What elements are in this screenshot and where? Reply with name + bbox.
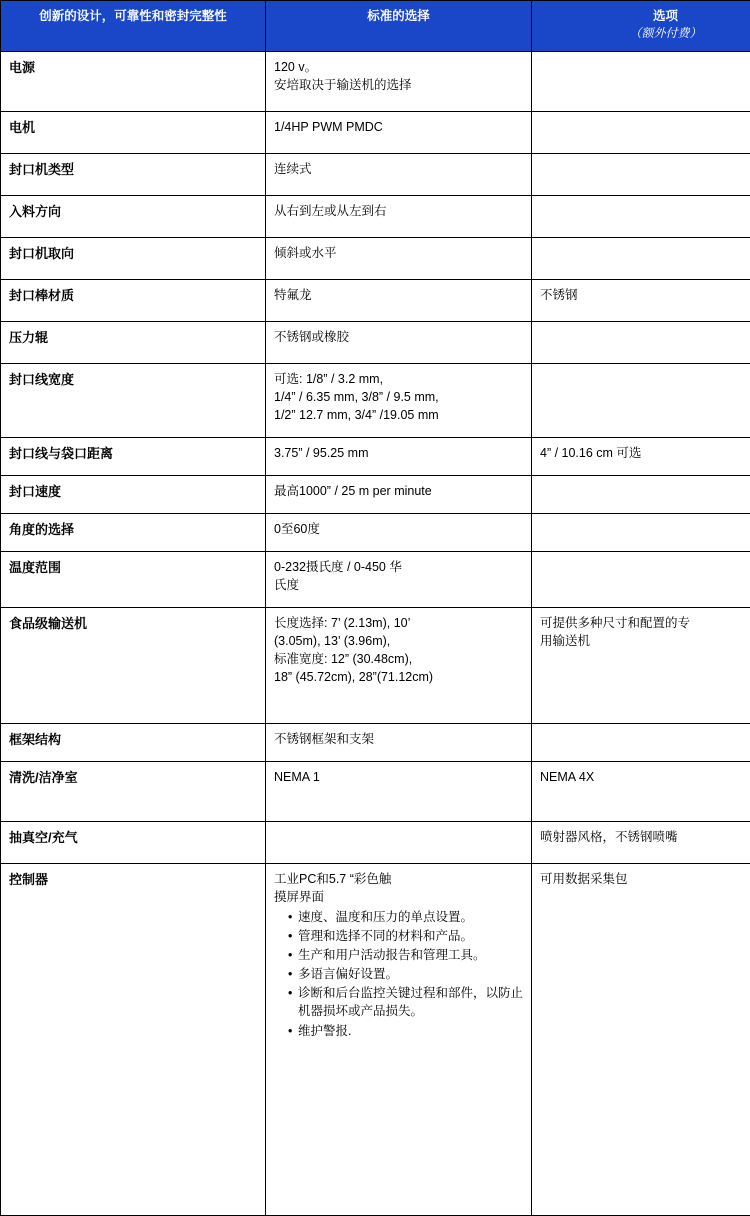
row-feature: 封口棒材质 <box>1 279 266 321</box>
standard-line: 120 v。 <box>274 58 523 76</box>
table-row <box>1 551 750 607</box>
standard-line: 最高1000” / 25 m per minute <box>274 482 523 500</box>
table-row <box>1 111 750 153</box>
standard-line: 标准宽度: 12” (30.48cm), <box>274 650 523 668</box>
standard-line: 连续式 <box>274 160 523 178</box>
list-item: • 多语言偏好设置。 <box>288 965 523 983</box>
option-line: 喷射器风格，不锈钢喷嘴 <box>540 828 750 846</box>
row-standard <box>266 51 532 111</box>
row-standard <box>266 363 532 437</box>
row-standard <box>266 551 532 607</box>
row-feature: 封口速度 <box>1 475 266 513</box>
table-row <box>1 237 750 279</box>
table-header-row <box>1 1 750 52</box>
standard-line: 可选: 1/8” / 3.2 mm, <box>274 370 523 388</box>
controller-feature-list <box>274 908 523 1040</box>
standard-line: 1/4HP PWM PMDC <box>274 118 523 136</box>
standard-line: 3.75” / 95.25 mm <box>274 444 523 462</box>
standard-line: 0-232摄氏度 / 0-450 华 <box>274 558 523 576</box>
row-standard <box>266 153 532 195</box>
table-row <box>1 821 750 863</box>
row-feature: 食品级输送机 <box>1 607 266 723</box>
row-feature: 框架结构 <box>1 723 266 761</box>
row-standard <box>266 607 532 723</box>
row-option <box>532 723 750 761</box>
header-option-sub: （额外付费） <box>540 25 750 42</box>
row-feature: 清洗/洁净室 <box>1 761 266 821</box>
table-row <box>1 321 750 363</box>
standard-line: 长度选择: 7’ (2.13m), 10’ <box>274 614 523 632</box>
list-item: • 诊断和后台监控关键过程和部件，以防止机器损坏或产品损失。 <box>288 984 523 1020</box>
row-standard <box>266 321 532 363</box>
row-option <box>532 551 750 607</box>
table-row <box>1 51 750 111</box>
list-item: • 管理和选择不同的材料和产品。 <box>288 927 523 945</box>
row-feature: 电机 <box>1 111 266 153</box>
option-line: 可提供多种尺寸和配置的专 <box>540 614 750 632</box>
row-feature: 封口线与袋口距离 <box>1 437 266 475</box>
row-feature: 入料方向 <box>1 195 266 237</box>
option-line: 不锈钢 <box>540 286 750 304</box>
table-row <box>1 363 750 437</box>
header-option <box>532 1 750 52</box>
table-row <box>1 153 750 195</box>
header-option-main: 选项 <box>540 7 750 25</box>
option-line: 用输送机 <box>540 632 750 650</box>
row-feature: 压力辊 <box>1 321 266 363</box>
list-item: • 速度、温度和压力的单点设置。 <box>288 908 523 926</box>
row-option <box>532 475 750 513</box>
row-feature: 封口机类型 <box>1 153 266 195</box>
list-item: • 生产和用户活动报告和管理工具。 <box>288 946 523 964</box>
standard-line: 0至60度 <box>274 520 523 538</box>
row-option <box>532 437 750 475</box>
row-standard <box>266 761 532 821</box>
standard-line: 摸屏界面 <box>274 888 523 906</box>
row-standard <box>266 475 532 513</box>
row-option <box>532 607 750 723</box>
table-row <box>1 723 750 761</box>
table-header <box>1 1 750 52</box>
row-option <box>532 279 750 321</box>
row-option <box>532 321 750 363</box>
table-row <box>1 761 750 821</box>
table-row <box>1 279 750 321</box>
row-option <box>532 821 750 863</box>
standard-line: 不锈钢或橡胶 <box>274 328 523 346</box>
table-row <box>1 863 750 1215</box>
option-line: NEMA 4X <box>540 768 750 786</box>
row-feature: 抽真空/充气 <box>1 821 266 863</box>
row-feature: 封口机取向 <box>1 237 266 279</box>
row-standard <box>266 863 532 1215</box>
row-standard <box>266 111 532 153</box>
standard-line: 不锈钢框架和支架 <box>274 730 523 748</box>
standard-line: 倾斜或水平 <box>274 244 523 262</box>
list-item: • 维护警报. <box>288 1022 523 1040</box>
row-feature: 温度范围 <box>1 551 266 607</box>
standard-line: 安培取决于输送机的选择 <box>274 76 523 94</box>
row-standard <box>266 513 532 551</box>
row-standard <box>266 723 532 761</box>
standard-line: 从右到左或从左到右 <box>274 202 523 220</box>
table-row <box>1 437 750 475</box>
header-standard: 标准的选择 <box>266 1 532 52</box>
standard-line: 特氟龙 <box>274 286 523 304</box>
row-standard <box>266 279 532 321</box>
row-option <box>532 863 750 1215</box>
option-line: 可用数据采集包 <box>540 870 750 888</box>
table-row <box>1 513 750 551</box>
header-feature: 创新的设计，可靠性和密封完整性 <box>1 1 266 52</box>
row-option <box>532 51 750 111</box>
standard-line: NEMA 1 <box>274 768 523 786</box>
row-standard <box>266 237 532 279</box>
row-standard <box>266 821 532 863</box>
row-option <box>532 237 750 279</box>
row-feature: 封口线宽度 <box>1 363 266 437</box>
row-option <box>532 111 750 153</box>
row-feature: 控制器 <box>1 863 266 1215</box>
option-line: 4” / 10.16 cm 可选 <box>540 444 750 462</box>
row-option <box>532 761 750 821</box>
standard-line: 1/2” 12.7 mm, 3/4” /19.05 mm <box>274 406 523 424</box>
row-standard <box>266 437 532 475</box>
standard-line: (3.05m), 13’ (3.96m), <box>274 632 523 650</box>
row-option <box>532 195 750 237</box>
row-option <box>532 363 750 437</box>
row-feature: 角度的选择 <box>1 513 266 551</box>
standard-line: 1/4” / 6.35 mm, 3/8” / 9.5 mm, <box>274 388 523 406</box>
table-row <box>1 475 750 513</box>
row-standard <box>266 195 532 237</box>
standard-line: 18” (45.72cm), 28”(71.12cm) <box>274 668 523 686</box>
row-feature: 电源 <box>1 51 266 111</box>
table-row <box>1 195 750 237</box>
standard-line: 氏度 <box>274 576 523 594</box>
standard-line: 工业PC和5.7 “彩色触 <box>274 870 523 888</box>
row-option <box>532 153 750 195</box>
row-option <box>532 513 750 551</box>
table-body <box>1 51 750 1215</box>
table-row <box>1 607 750 723</box>
